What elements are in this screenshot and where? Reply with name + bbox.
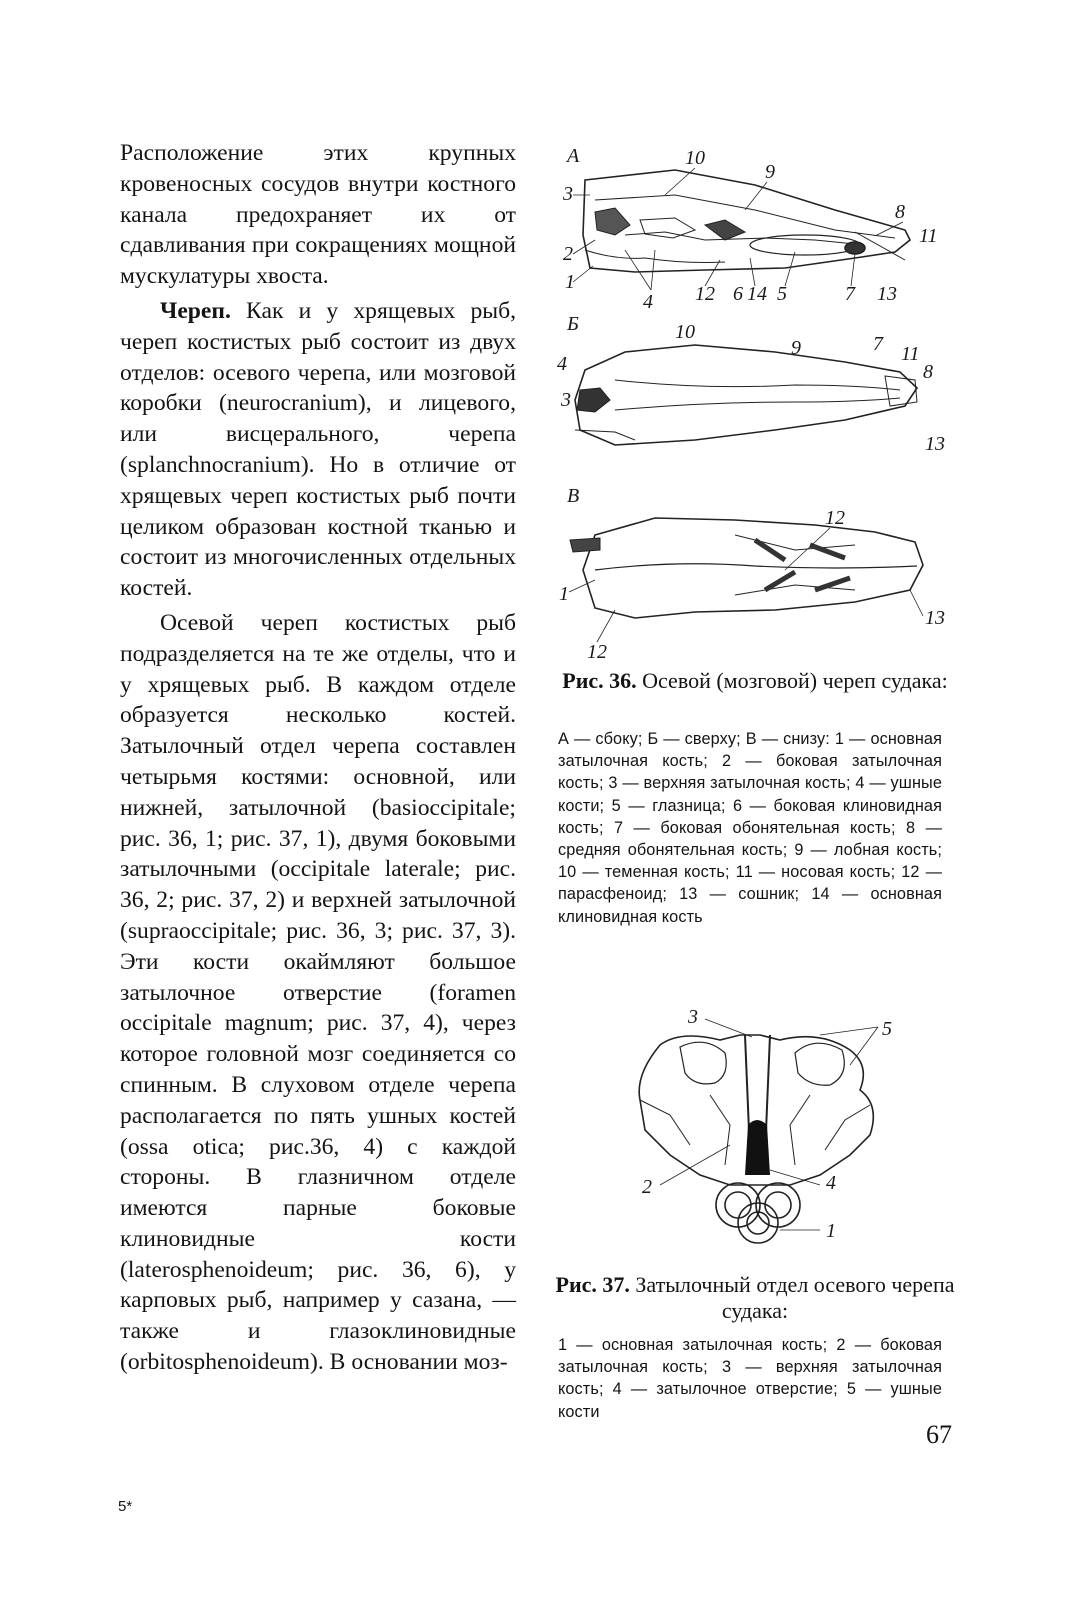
fig36-caption-title — [555, 668, 955, 694]
fig36-c-label-1: 1 — [559, 583, 569, 605]
fig36-a-label-10: 10 — [685, 147, 705, 169]
fig36-c-label-12-top: 12 — [825, 507, 845, 529]
fig36-view-c-skull — [570, 518, 923, 618]
fig36-a-label-2: 2 — [563, 243, 573, 265]
fig36-a-label-12: 12 — [695, 283, 715, 305]
fig37-label-5: 5 — [882, 1018, 892, 1040]
fig36-a-label-14: 14 — [747, 283, 767, 305]
main-text-column — [120, 138, 516, 1378]
fig37-label-1: 1 — [826, 1220, 836, 1242]
figure-36-skull-views — [555, 140, 955, 670]
section-heading-skull: Череп. — [160, 297, 231, 324]
fig36-a-label-1: 1 — [565, 271, 575, 293]
fig37-foramen-magnum — [745, 1120, 770, 1175]
fig36-b-label-9: 9 — [791, 337, 801, 359]
fig36-c-leader-lines — [569, 528, 923, 642]
fig36-b-label-11: 11 — [901, 343, 920, 365]
fig36-view-b-letter: Б — [567, 313, 579, 335]
fig36-c-label-12-bottom: 12 — [587, 641, 607, 663]
paragraph-2-text: Как и у хрящевых рыб, череп костистых рыб состоит из двух отделов: осевого черепа, или мозговой коробки (neurocranium), и лицевого, или висцерального, черепа (splanchnocranium). Но в отличие от хрящевых череп костистых рыб почти целиком образован костной тканью и состоит из многочисленных отдельных костей. — [120, 297, 516, 602]
fig36-view-c-letter: В — [567, 485, 580, 507]
paragraph-3: Осевой череп костистых рыб подразделяется на те же отделы, что и у хрящевых рыб. В каждом отделе образуется несколько костей. Затылочный отдел черепа составлен четырьмя костями: основной, или нижней, затылочной (basioccipitale; рис. 36, 1; рис. 37, 1), двумя боковыми затылочными (occipitale laterale; рис. 36, 2; рис. 37, 2) и верхней затылочной (supraoccipitale; рис. 36, 3; рис. 37, 3). Эти кости окаймляют большое затылочное отверстие (foramen occipitale magnum; рис. 37, 4), через которое головной мозг соединяется со спинным. В слуховом отделе черепа располагается по пять ушных костей (ossa otica; рис.36, 4) с каждой стороны. В глазничном отделе имеются парные боковые клиновидные кости (laterosphenoideum; рис. 36, 6), у карповых рыб, например у сазана, — также и глазоклиновидные (orbitosphenoideum). В основании моз- — [120, 609, 516, 1376]
fig37-label-3: 3 — [688, 1006, 698, 1028]
signature-mark: 5* — [118, 1498, 133, 1515]
fig36-a-label-5: 5 — [777, 283, 787, 305]
fig37-caption-title — [555, 1272, 955, 1324]
fig36-a-label-6: 6 — [733, 283, 743, 305]
fig36-b-label-3: 3 — [561, 389, 571, 411]
fig36-caption-number: Рис. 36. — [562, 668, 637, 693]
fig36-a-label-13: 13 — [877, 283, 897, 305]
page-number: 67 — [926, 1420, 952, 1449]
figure-37-drawing — [620, 1005, 900, 1245]
fig36-b-label-8: 8 — [923, 361, 933, 383]
paragraph-1: Расположение этих крупных кровеносных сосудов внутри костного канала предохраняет их от сдавливания при сокращениях мощной мускулатуры хвоста. — [120, 140, 516, 290]
fig36-caption-title-text: Осевой (мозговой) череп судака: — [636, 668, 948, 693]
fig37-label-2: 2 — [642, 1176, 652, 1198]
fig36-c-label-13: 13 — [925, 607, 945, 629]
fig37-caption-title-text: Затылочный отдел осевого черепа судака: — [629, 1272, 955, 1323]
fig37-caption-legend: 1 — основная затылочная кость; 2 — боковая затылочная кость; 3 — верхняя затылочная кость; 4 — затылочное отверстие; 5 — ушные кости — [558, 1336, 942, 1421]
fig36-b-label-10: 10 — [675, 321, 695, 343]
fig36-a-label-8: 8 — [895, 201, 905, 223]
figure-37-occipital-region — [620, 1005, 900, 1245]
fig36-view-a-letter: А — [567, 145, 580, 167]
fig36-view-a-skull — [583, 170, 910, 272]
fig36-view-b-skull — [575, 345, 917, 445]
fig36-a-label-3: 3 — [563, 183, 573, 205]
fig36-b-label-13: 13 — [925, 433, 945, 455]
fig37-basioccipital — [716, 1183, 800, 1243]
fig36-a-label-4: 4 — [643, 291, 653, 313]
fig37-caption-number: Рис. 37. — [555, 1272, 630, 1297]
fig36-a-label-11: 11 — [919, 225, 938, 247]
fig36-b-label-4: 4 — [557, 353, 567, 375]
fig37-label-4: 4 — [826, 1172, 836, 1194]
paragraph-2 — [120, 296, 516, 604]
figure-36-drawing — [555, 140, 955, 670]
fig36-a-label-7: 7 — [845, 283, 855, 305]
fig36-caption-legend: А — сбоку; Б — сверху; В — снизу: 1 — основная затылочная кость; 2 — боковая затылочная кость; 3 — верхняя затылочная кость; 4 — ушные кости; 5 — глазница; 6 — боковая клиновидная кость; 7 — боковая обонятельная кость; 8 — средняя обонятельная кость; 9 — лобная кость; 10 — теменная кость; 11 — носовая кость; 12 — парасфеноид; 13 — сошник; 14 — основная клиновидная кость — [558, 730, 942, 926]
fig36-a-label-9: 9 — [765, 161, 775, 183]
fig36-b-label-7: 7 — [873, 333, 883, 355]
